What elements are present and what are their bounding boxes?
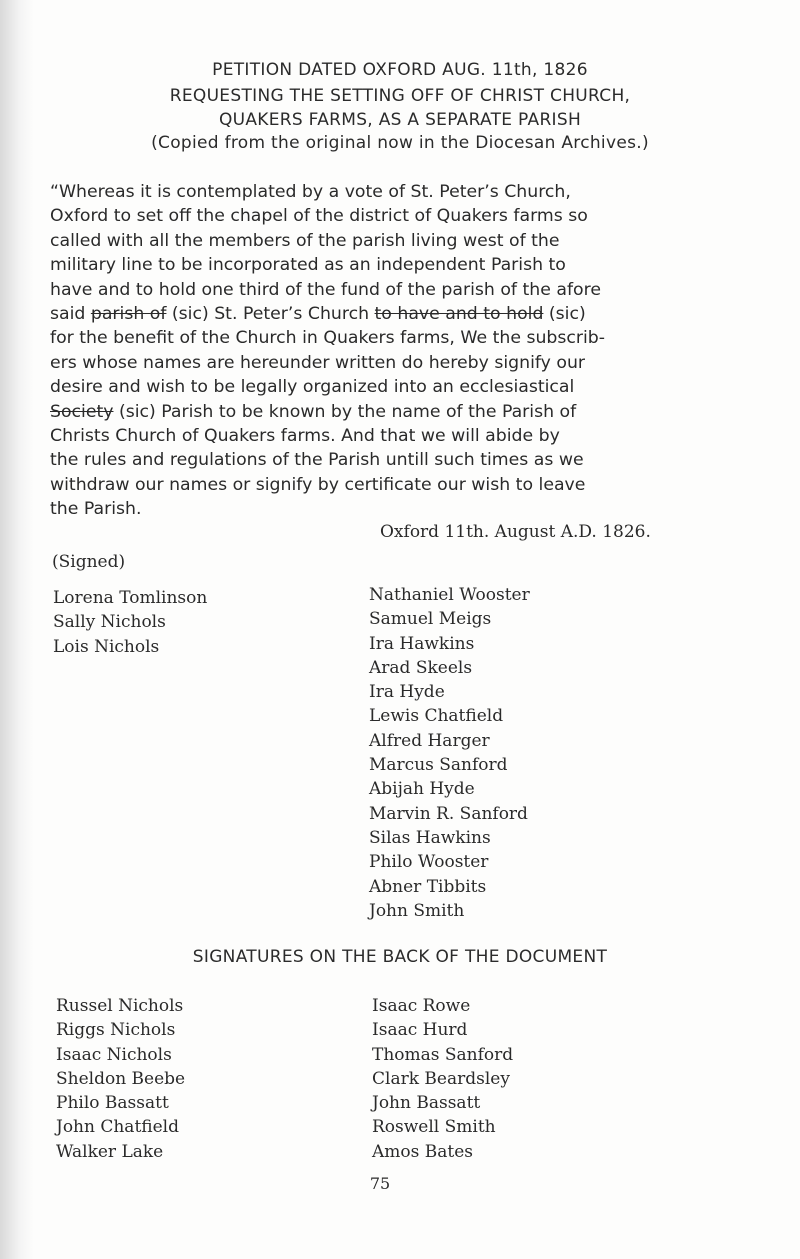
signer-name: Russel Nichols — [56, 996, 184, 1016]
petition-line: for the benefit of the Church in Quakers farms, We the subscrib- — [50, 328, 606, 349]
signer-name: Marcus Sanford — [369, 755, 508, 776]
back-signers-right-column — [372, 994, 513, 1164]
signer-name: Nathaniel Wooster — [369, 585, 530, 605]
petition-line: ers whose names are hereunder written do hereby signify our — [50, 352, 586, 373]
signer-name: Isaac Hurd — [372, 1020, 468, 1041]
signer-name: John Chatfield — [56, 1117, 179, 1138]
signer-name: Philo Bassatt — [56, 1093, 169, 1114]
signer-name: Roswell Smith — [372, 1117, 496, 1138]
petition-line — [50, 400, 720, 424]
signers-right-column — [369, 583, 530, 923]
petition-line: Christs Church of Quakers farms. And that we will abide by — [50, 426, 560, 447]
signer-name: Ira Hyde — [369, 682, 445, 703]
page-number: 75 — [369, 1174, 391, 1193]
title-line-2: REQUESTING THE SETTING OFF OF CHRIST CHURCH, — [169, 86, 631, 106]
petition-line: “Whereas it is contemplated by a vote of St. Peter’s Church, — [50, 182, 571, 202]
signer-name: Lois Nichols — [53, 636, 160, 657]
signer-name: Lorena Tomlinson — [53, 588, 208, 608]
struck-text: Society — [50, 401, 114, 422]
petition-line: Oxford to set off the chapel of the district of Quakers farms so — [50, 206, 588, 227]
petition-line — [50, 302, 720, 326]
back-signatures-heading: SIGNATURES ON THE BACK OF THE DOCUMENT — [192, 947, 608, 967]
signer-name: Philo Wooster — [369, 852, 489, 873]
signer-name: John Smith — [369, 900, 465, 921]
petition-line: the rules and regulations of the Parish untill such times as we — [50, 450, 584, 471]
signer-name: Samuel Meigs — [369, 609, 492, 630]
petition-line: the Parish. — [50, 499, 142, 520]
petition-line: desire and wish to be legally organized into an ecclesiastical — [50, 377, 575, 398]
signer-name: Amos Bates — [372, 1141, 474, 1162]
signer-name: Abijah Hyde — [369, 779, 475, 800]
source-note: (Copied from the original now in the Diocesan Archives.) — [151, 133, 649, 153]
signer-name: Clark Beardsley — [372, 1068, 510, 1089]
struck-text: parish of — [90, 304, 167, 325]
signer-name: Riggs Nichols — [56, 1020, 176, 1041]
signed-label: (Signed) — [52, 552, 126, 572]
signer-name: John Bassatt — [372, 1093, 481, 1114]
signer-name: Lewis Chatfield — [369, 706, 504, 727]
signer-name: Isaac Nichols — [56, 1044, 172, 1065]
signer-name: Sheldon Beebe — [56, 1068, 186, 1089]
signer-name: Arad Skeels — [369, 657, 473, 678]
title-line-3: QUAKERS FARMS, AS A SEPARATE PARISH — [218, 110, 582, 130]
petition-line: military line to be incorporated as an independent Parish to — [50, 255, 566, 276]
signer-name: Abner Tibbits — [369, 876, 487, 897]
signers-left-column — [53, 586, 207, 659]
petition-line: called with all the members of the parish living west of the — [50, 230, 560, 251]
signer-name: Marvin R. Sanford — [369, 803, 528, 824]
text-segment: said — [50, 304, 91, 325]
struck-text: to have and to hold — [374, 304, 544, 325]
signer-name: Ira Hawkins — [369, 633, 475, 654]
text-segment: (sic) Parish to be known by the name of the Parish of — [113, 401, 577, 422]
signer-name: Silas Hawkins — [369, 827, 491, 848]
dateline: Oxford 11th. August A.D. 1826. — [380, 522, 651, 542]
signer-name: Alfred Harger — [369, 730, 490, 751]
petition-line: withdraw our names or signify by certificate our wish to leave — [50, 474, 586, 495]
signer-name: Walker Lake — [56, 1141, 164, 1162]
title-line-1: PETITION DATED OXFORD AUG. 11th, 1826 — [212, 60, 588, 80]
petition-text — [50, 180, 720, 522]
signer-name: Thomas Sanford — [372, 1044, 514, 1065]
scan-edge-shadow — [0, 0, 34, 1259]
petition-line: have and to hold one third of the fund of the parish of the afore — [50, 279, 601, 300]
text-segment: (sic) — [543, 304, 586, 325]
signer-name: Isaac Rowe — [372, 996, 471, 1016]
signer-name: Sally Nichols — [53, 612, 166, 633]
back-signers-left-column — [56, 994, 185, 1164]
text-segment: (sic) St. Peter’s Church — [166, 304, 375, 325]
